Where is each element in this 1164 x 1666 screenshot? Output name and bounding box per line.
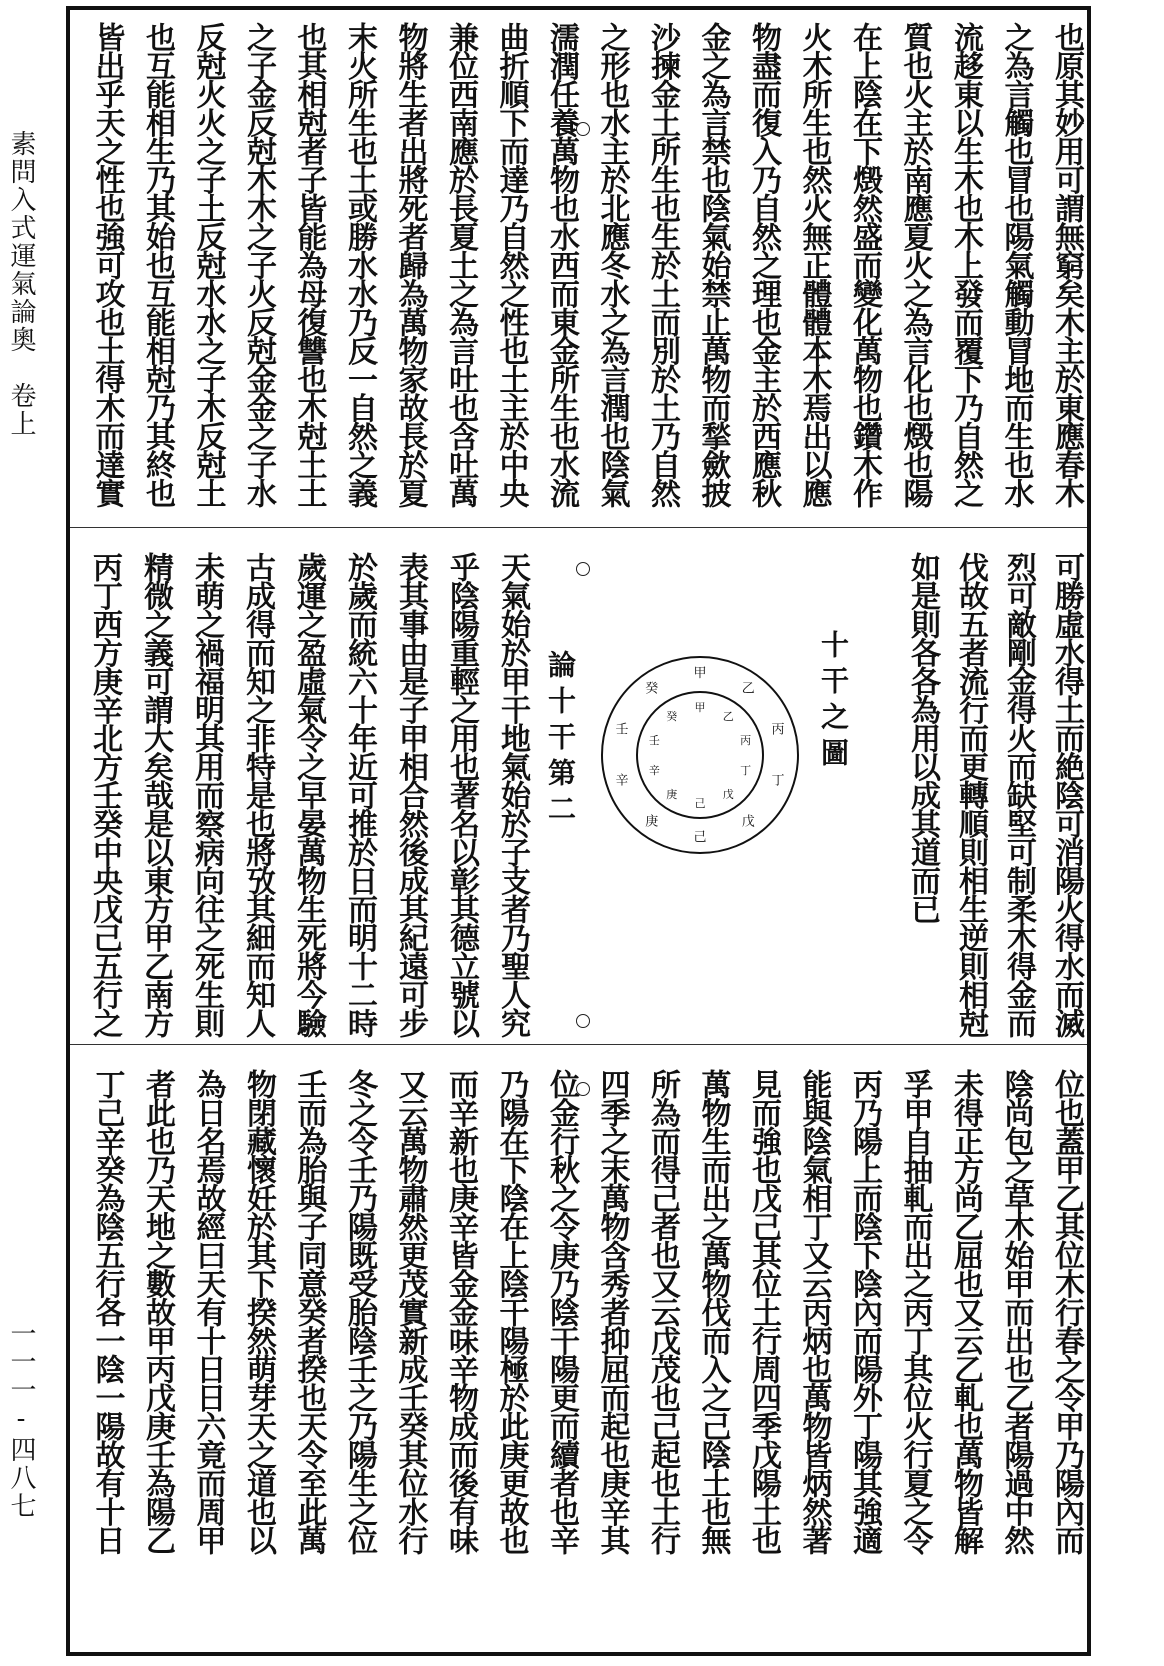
text-frame [66, 6, 1091, 1656]
diagram-outer-label: 乙 [741, 681, 755, 697]
bottom-section [70, 1047, 1087, 1653]
text-column: 四季之末萬物含秀者抑屈而起也庚辛其 [594, 1069, 630, 1554]
text-column: 也原其妙用可謂無窮矣木主於東應春木 [1049, 22, 1084, 507]
text-column: 流趍東以生木也木上發而覆下乃自然之 [948, 22, 983, 507]
diagram-outer-label: 甲 [693, 666, 707, 681]
diagram-outer-label: 辛 [615, 773, 629, 789]
text-column: 末火所生也土或勝水水乃反一自然之義 [342, 22, 377, 507]
page-margin-title: 素問入式運氣論奧 卷上 [6, 130, 36, 438]
text-column: 位也蓋甲乙其位木行春之令甲乃陽內而 [1049, 1069, 1084, 1554]
diagram-inner-label: 丙 [740, 734, 752, 748]
diagram-inner-label: 乙 [722, 710, 734, 724]
text-column: 者此也乃天地之數故甲丙戊庚壬為陽乙 [140, 1069, 175, 1554]
text-column: 丙丁西方庚辛北方壬癸中央戊己五行之 [87, 552, 122, 1037]
top-section [70, 10, 1087, 526]
text-column: 為日名焉故經曰天有十日日六竟而周甲 [190, 1069, 226, 1554]
text-column: 乎陰陽重輕之用也著名以彰其德立號以 [444, 552, 479, 1037]
text-column: 而辛新也庚辛皆金金味辛物成而後有味 [443, 1069, 478, 1554]
text-column: 物閉藏懷妊於其下揆然萌芽天之道也以 [241, 1069, 276, 1554]
diagram-inner-label: 己 [694, 797, 706, 810]
text-column: 所為而得己者也又云戊茂也己起也土行 [645, 1069, 680, 1554]
text-column: 未萌之禍福明其用而察病向往之死生則 [189, 552, 224, 1037]
text-column: 丁己辛癸為陰五行各一陰一陽故有十日 [89, 1069, 125, 1554]
section-heading: 論十干第二 [544, 650, 577, 830]
text-column: 曲折順下而達乃自然之性也土主於中央 [493, 22, 529, 507]
diagram-outer-label: 丙 [771, 722, 785, 738]
text-column: 火木所生也然火無正體體本木焉出以應 [796, 22, 832, 507]
diagram-title: 十干之圖 [817, 630, 850, 774]
text-column: 萬物生而出之萬物伐而入之己陰土也無 [695, 1069, 731, 1554]
text-column: 精微之義可謂大矣哉是以東方甲乙南方 [138, 552, 173, 1037]
divider-bottom [70, 1044, 1087, 1045]
diagram-outer-label: 癸 [645, 681, 659, 697]
text-column: 在上陰在下燬然盛而變化萬物也鑽木作 [847, 22, 882, 507]
text-column: 見而強也戊己其位土行周四季戊陽土也 [746, 1069, 781, 1554]
text-column: 如是則各各為用以成其道而已 [905, 552, 940, 923]
text-column: 位金行秋之令庚乃陰干陽更而續者也辛 [544, 1069, 579, 1554]
ten-stems-diagram [595, 650, 805, 860]
diagram-outer-label: 丁 [771, 773, 785, 789]
text-column: 冬之令壬乃陽既受胎陰壬之乃陽生之位 [342, 1069, 377, 1554]
text-column: 之為言觸也冒也陽氣觸動冒地而生也水 [998, 22, 1034, 507]
diagram-outer-label: 庚 [645, 814, 659, 830]
text-column: 金之為言禁也陰氣始禁止萬物而揫歛披 [695, 22, 731, 507]
text-column: 之子金反尅木木之子火反尅金金之子水 [241, 22, 276, 507]
diagram-inner-label: 甲 [694, 701, 706, 714]
text-column: 之形也水主於北應冬水之為言潤也陰氣 [594, 22, 630, 507]
text-column: 於歲而統六十年近可推於日而明十二時 [342, 552, 377, 1037]
diagram-inner-label: 丁 [740, 763, 752, 777]
text-column: 沙揀金土所生也生於土而別於土乃自然 [645, 22, 680, 507]
diagram-outer-label: 壬 [615, 722, 629, 738]
page-margin-number: 一一一-四八七 [6, 1320, 36, 1520]
text-column: 可勝虛水得土而絶陰可消陽火得水而滅 [1049, 552, 1084, 1037]
text-column: 陰尚包之草木始甲而出也乙者陽過中然 [998, 1069, 1034, 1554]
divider-top [70, 527, 1087, 528]
diagram-inner-label: 壬 [648, 734, 660, 748]
text-column: 壬而為胎與子同意癸者揆也天令至此萬 [291, 1069, 327, 1554]
text-column: 濡潤任養萬物也水西而東金所生也水流 [544, 22, 579, 507]
diagram-inner-label: 庚 [666, 787, 678, 801]
text-column: 丙乃陽上而陰下陰內而陽外丁陽其強適 [847, 1069, 882, 1554]
text-column: 皆出乎天之性也強可攻也土得木而達實 [89, 22, 125, 507]
diagram-inner-label: 辛 [648, 763, 660, 777]
text-column: 質也火主於南應夏火之為言化也燬也陽 [897, 22, 933, 507]
ten-stems-diagram-svg [595, 650, 805, 860]
diagram-outer-label: 己 [693, 830, 707, 845]
text-column: 古成得而知之非特是也將攷其細而知人 [240, 552, 275, 1037]
text-column: 表其事由是子甲相合然後成其紀遠可步 [393, 552, 428, 1037]
text-column: 兼位西南應於長夏土之為言吐也含吐萬 [443, 22, 478, 507]
text-column: 物盡而復入乃自然之理也金主於西應秋 [746, 22, 781, 507]
text-column: 未得正方尚乙屈也又云乙軋也萬物皆解 [948, 1069, 983, 1554]
text-column: 物將生者出將死者歸為萬物家故長於夏 [392, 22, 428, 507]
diagram-inner-label: 戊 [722, 787, 734, 801]
text-column: 能與陰氣相丁又云丙炳也萬物皆炳然著 [796, 1069, 832, 1554]
text-column: 伐故五者流行而更轉順則相生逆則相尅 [953, 552, 988, 1037]
circle-mark [576, 122, 590, 136]
text-column: 反尅火火之子土反尅水水之子木反尅土 [190, 22, 226, 507]
middle-section [70, 530, 1087, 1042]
text-column: 也其相尅者子皆能為母復讐也木尅土土 [291, 22, 327, 507]
text-column: 孚甲自抽軋而出之丙丁其位火行夏之令 [897, 1069, 933, 1554]
diagram-outer-label: 戊 [741, 814, 755, 830]
text-column: 乃陽在下陰在上陰干陽極於此庚更故也 [493, 1069, 529, 1554]
diagram-inner-label: 癸 [666, 710, 678, 724]
text-column: 烈可敵剛金得火而缺堅可制柔木得金而 [1001, 552, 1036, 1037]
text-column: 天氣始於甲干地氣始於子支者乃聖人究 [495, 552, 530, 1037]
text-column: 歲運之盈虛氣令之早晏萬物生死將今驗 [291, 552, 326, 1037]
text-column: 也互能相生乃其始也互能相尅乃其終也 [140, 22, 175, 507]
text-column: 又云萬物肅然更茂實新成壬癸其位水行 [392, 1069, 428, 1554]
